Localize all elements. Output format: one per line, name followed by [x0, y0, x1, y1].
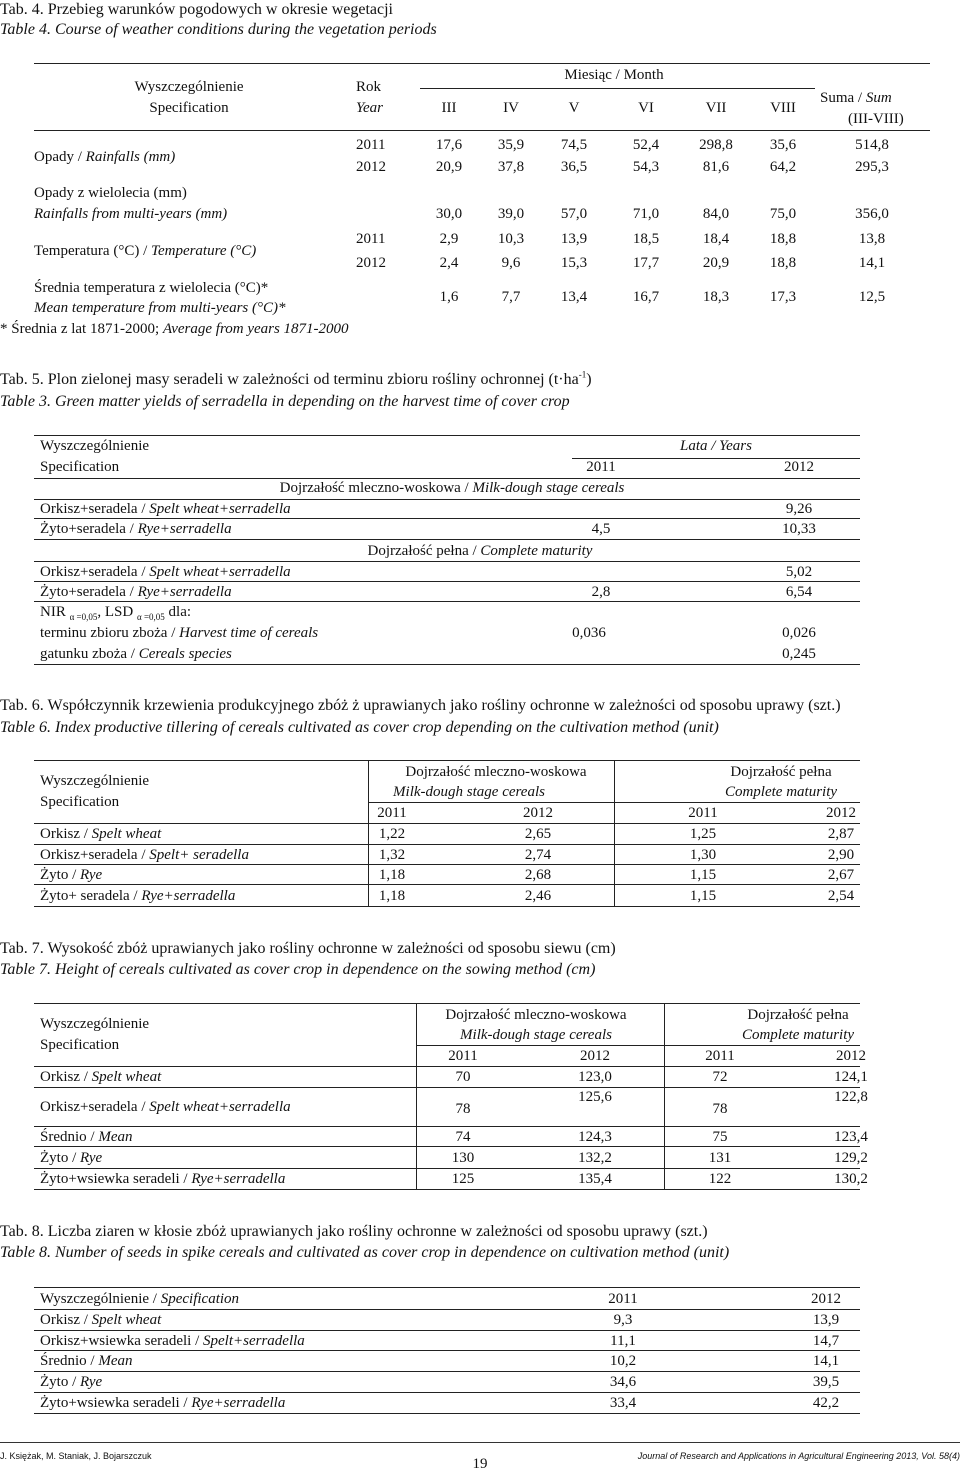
table-4-footnote — [0, 322, 349, 337]
value-cell: 12,5 — [858, 289, 886, 305]
value-cell: 2,65 — [524, 826, 552, 842]
section-pl: Dojrzałość pełna / — [367, 543, 481, 559]
header-spec — [40, 1292, 239, 1307]
rule — [34, 1003, 860, 1004]
row-label — [40, 585, 232, 600]
lsd-text: dla: — [164, 604, 192, 620]
label-en: Rye+serradella — [191, 1395, 286, 1411]
label-en: Spelt+serradella — [203, 1333, 305, 1349]
value-cell: 2,87 — [827, 826, 855, 842]
value-cell: 1,25 — [689, 826, 717, 842]
header-spec-en: Specification — [149, 100, 229, 116]
rule — [34, 1087, 860, 1088]
row-label — [40, 647, 232, 662]
label-pl: Żyto+seradela / — [40, 584, 138, 600]
value-cell: 131 — [708, 1150, 732, 1166]
label-pl: Żyto+seradela / — [40, 521, 138, 537]
section-header-full — [368, 544, 593, 559]
rule — [34, 581, 860, 582]
month-header: III — [441, 100, 457, 116]
row-label — [40, 848, 249, 863]
section-en: Complete maturity — [480, 543, 593, 559]
month-header: VIII — [770, 100, 796, 116]
lsd-sub: α =0,05 — [69, 612, 98, 622]
row-label — [40, 1151, 102, 1166]
header-spec-pl: Wyszczególnienie — [134, 79, 244, 95]
label-pl: Opady / — [34, 149, 86, 165]
value-cell: 124,1 — [834, 1069, 868, 1085]
table-8-caption-en: Table 8. Number of seeds in spike cereals and cultivated as cover crop in dependence on cultivation method (unit) — [0, 1244, 730, 1261]
row-label — [40, 565, 291, 580]
header-sum-range: (III-VIII) — [848, 111, 904, 127]
row-label — [40, 1396, 285, 1411]
header-year-pl: Rok — [356, 79, 382, 95]
month-header: IV — [503, 100, 519, 116]
value-cell: 74,5 — [560, 137, 588, 153]
value-cell: 17,6 — [435, 137, 463, 153]
value-cell: 35,6 — [769, 137, 797, 153]
header-sum — [820, 91, 892, 106]
row-label — [40, 1375, 102, 1390]
rule — [34, 823, 860, 824]
label-en: Rye+serradella — [137, 584, 232, 600]
year-cell: 2012 — [356, 159, 386, 175]
value-cell: 20,9 — [702, 255, 730, 271]
year-cell: 2011 — [356, 137, 386, 153]
row-label-temperature — [34, 244, 256, 259]
rule — [34, 1350, 860, 1351]
month-header: V — [568, 100, 580, 116]
value-cell: 132,2 — [578, 1150, 612, 1166]
rule — [34, 1330, 860, 1331]
value-cell: 2,90 — [827, 847, 855, 863]
row-label — [40, 522, 232, 537]
rule — [34, 539, 860, 540]
value-cell: 2,8 — [591, 584, 611, 600]
value-cell: 2,9 — [439, 231, 459, 247]
rule — [34, 1392, 860, 1393]
rule — [416, 1003, 417, 1189]
value-cell: 2,67 — [827, 867, 855, 883]
rule — [34, 864, 860, 865]
row-label — [40, 1172, 285, 1187]
value-cell: 13,9 — [560, 231, 588, 247]
value-cell: 514,8 — [855, 137, 889, 153]
row-label — [40, 626, 318, 641]
label-pl: Żyto+ seradela / — [40, 888, 142, 904]
header-full-en: Complete maturity — [724, 784, 838, 800]
year-header: 2012 — [836, 1048, 866, 1064]
value-cell: 78 — [712, 1101, 728, 1117]
rule — [34, 1189, 860, 1190]
header-spec-en: Specification — [40, 794, 120, 810]
header-years: Lata / Years — [680, 438, 752, 454]
header-spec-en: Specification — [160, 1291, 240, 1307]
label-pl: Orkisz+wsiewka seradeli / — [40, 1333, 203, 1349]
value-cell: 14,1 — [858, 255, 886, 271]
header-full-pl: Dojrzałość pełna — [747, 1007, 849, 1023]
rule — [34, 1413, 860, 1414]
footer-rule — [0, 1442, 960, 1443]
table-5-caption-en: Table 3. Green matter yields of serradella in depending on the harvest time of cover crop — [0, 393, 570, 410]
value-cell: 72 — [712, 1069, 728, 1085]
label-pl: Żyto+wsiewka seradeli / — [40, 1395, 192, 1411]
footnote-en: Average from years 1871-2000 — [162, 321, 349, 337]
header-sum-pl: Suma / — [820, 90, 866, 106]
label-en: Rye — [80, 867, 103, 883]
value-cell: 1,30 — [689, 847, 717, 863]
header-spec-pl: Wyszczególnienie — [40, 1016, 150, 1032]
label-en: Rye+serradella — [191, 1171, 286, 1187]
value-cell: 0,245 — [782, 646, 816, 662]
value-cell: 10,3 — [497, 231, 525, 247]
year-cell: 2012 — [356, 255, 386, 271]
label-en: Rainfalls (mm) — [85, 149, 176, 165]
value-cell: 125,6 — [578, 1089, 612, 1105]
value-cell: 1,6 — [439, 289, 459, 305]
value-cell: 122,8 — [834, 1089, 868, 1105]
value-cell: 1,15 — [689, 867, 717, 883]
row-label-multi-rain-en: Rainfalls from multi-years (mm) — [34, 206, 228, 222]
row-label-multi-rain-pl: Opady z wielolecia (mm) — [34, 185, 187, 201]
value-cell: 9,6 — [501, 255, 521, 271]
header-spec-pl: Wyszczególnienie — [40, 773, 150, 789]
year-header: 2011 — [448, 1048, 478, 1064]
rule — [416, 1045, 860, 1046]
rule — [34, 1168, 860, 1169]
header-full-pl: Dojrzałość pełna — [730, 764, 832, 780]
table-6-caption-pl: Tab. 6. Współczynnik krzewienia produkcyjnego zbóż ż uprawianych jako rośliny ochronne w zależności od sposobu uprawy (szt.) — [0, 697, 841, 714]
value-cell: 10,33 — [782, 521, 816, 537]
row-label-mean-temp-en: Mean temperature from multi-years (°C)* — [34, 300, 286, 316]
value-cell: 6,54 — [785, 584, 813, 600]
value-cell: 1,22 — [378, 826, 406, 842]
value-cell: 18,3 — [702, 289, 730, 305]
value-cell: 54,3 — [632, 159, 660, 175]
label-en: Spelt wheat — [91, 826, 162, 842]
value-cell: 356,0 — [855, 206, 889, 222]
table-6-caption-en: Table 6. Index productive tillering of cereals cultivated as cover crop depending on the cultivation method (unit) — [0, 719, 719, 736]
value-cell: 37,8 — [497, 159, 525, 175]
value-cell: 20,9 — [435, 159, 463, 175]
row-label — [40, 1130, 133, 1145]
value-cell: 34,6 — [609, 1374, 637, 1390]
year-header: 2011 — [688, 805, 718, 821]
year-header: 2011 — [377, 805, 407, 821]
value-cell: 14,1 — [812, 1353, 840, 1369]
row-label — [40, 1334, 305, 1349]
table-4-caption-en: Table 4. Course of weather conditions during the vegetation periods — [0, 21, 437, 38]
value-cell: 0,036 — [572, 625, 606, 641]
label-en: Mean — [98, 1353, 133, 1369]
value-cell: 39,5 — [812, 1374, 840, 1390]
row-label — [40, 1313, 161, 1328]
value-cell: 4,5 — [591, 521, 611, 537]
footer-journal: Journal of Research and Applications in Agricultural Engineering 2013, Vol. 58(4) — [637, 1451, 960, 1461]
value-cell: 57,0 — [560, 206, 588, 222]
row-label — [40, 1100, 291, 1115]
row-label — [40, 868, 102, 883]
value-cell: 1,15 — [689, 888, 717, 904]
value-cell: 295,3 — [855, 159, 889, 175]
header-milk-pl: Dojrzałość mleczno-woskowa — [445, 1007, 627, 1023]
rule — [34, 561, 860, 562]
value-cell: 5,02 — [785, 564, 813, 580]
value-cell: 17,7 — [632, 255, 660, 271]
table-4-caption-pl: Tab. 4. Przebieg warunków pogodowych w okresie wegetacji — [0, 1, 393, 18]
header-spec-pl: Wyszczególnienie / — [40, 1291, 161, 1307]
value-cell: 2,54 — [827, 888, 855, 904]
rule — [34, 63, 930, 64]
caption-end: ) — [586, 371, 592, 388]
label-pl: Orkisz+seradela / — [40, 1099, 150, 1115]
rule — [34, 664, 860, 665]
rule — [34, 906, 860, 907]
label-en: Cereals species — [138, 646, 232, 662]
value-cell: 33,4 — [609, 1395, 637, 1411]
value-cell: 75,0 — [769, 206, 797, 222]
lsd-sub: α =0,05 — [136, 612, 165, 622]
label-en: Spelt wheat+serradella — [149, 1099, 291, 1115]
label-en: Rye — [80, 1150, 103, 1166]
label-pl: Orkisz+seradela / — [40, 501, 150, 517]
value-cell: 1,18 — [378, 888, 406, 904]
value-cell: 2,4 — [439, 255, 459, 271]
year-header: 2011 — [705, 1048, 735, 1064]
label-pl: Orkisz+seradela / — [40, 564, 150, 580]
label-en: Mean — [98, 1129, 133, 1145]
value-cell: 124,3 — [578, 1129, 612, 1145]
table-7-caption-en: Table 7. Height of cereals cultivated as cover crop in dependence on the sowing method (cm) — [0, 961, 596, 978]
value-cell: 10,2 — [609, 1353, 637, 1369]
rule — [34, 499, 860, 500]
header-milk-pl: Dojrzałość mleczno-woskowa — [405, 764, 587, 780]
caption-sup: -1 — [578, 369, 587, 380]
value-cell: 18,4 — [702, 231, 730, 247]
header-full-en: Complete maturity — [741, 1027, 855, 1043]
value-cell: 13,9 — [812, 1312, 840, 1328]
section-header-milk — [280, 481, 625, 496]
header-sum-en: Sum — [865, 90, 892, 106]
row-label — [40, 889, 235, 904]
rule — [368, 760, 369, 906]
table-5-caption-pl — [0, 369, 592, 388]
page-number: 19 — [472, 1456, 488, 1472]
table-7-caption-pl: Tab. 7. Wysokość zbóż uprawianych jako rośliny ochronne w zależności od sposobu siewu (cm) — [0, 940, 616, 957]
rule — [34, 435, 860, 436]
year-header: 2012 — [784, 459, 814, 475]
label-pl: Średnio / — [40, 1353, 99, 1369]
month-header: VII — [705, 100, 727, 116]
label-pl: gatunku zboża / — [40, 646, 139, 662]
rule — [664, 1003, 665, 1189]
row-label — [40, 1070, 161, 1085]
label-pl: Orkisz / — [40, 1312, 92, 1328]
value-cell: 18,5 — [632, 231, 660, 247]
value-cell: 1,32 — [378, 847, 406, 863]
label-pl: Średnio / — [40, 1129, 99, 1145]
month-header: VI — [638, 100, 654, 116]
value-cell: 125 — [451, 1171, 475, 1187]
year-header: 2012 — [580, 1048, 610, 1064]
rule — [34, 601, 860, 602]
label-en: Spelt wheat — [91, 1069, 162, 1085]
value-cell: 64,2 — [769, 159, 797, 175]
section-en: Milk-dough stage cereals — [472, 480, 625, 496]
label-pl: Żyto / — [40, 1374, 80, 1390]
footer-authors: J. Księżak, M. Staniak, J. Bojarszczuk — [0, 1451, 152, 1461]
value-cell: 75 — [712, 1129, 728, 1145]
value-cell: 135,4 — [578, 1171, 612, 1187]
rule — [34, 1371, 860, 1372]
header-spec-pl: Wyszczególnienie — [40, 438, 150, 454]
value-cell: 14,7 — [812, 1333, 840, 1349]
value-cell: 298,8 — [699, 137, 733, 153]
value-cell: 129,2 — [834, 1150, 868, 1166]
year-header: 2011 — [586, 459, 616, 475]
value-cell: 2,68 — [524, 867, 552, 883]
rule — [34, 1309, 860, 1310]
label-en: Spelt wheat+serradella — [149, 564, 291, 580]
section-pl: Dojrzałość mleczno-woskowa / — [279, 480, 473, 496]
row-label — [40, 1354, 133, 1369]
row-label — [40, 827, 161, 842]
value-cell: 123,4 — [834, 1129, 868, 1145]
value-cell: 74 — [455, 1129, 471, 1145]
year-header: 2012 — [811, 1291, 841, 1307]
row-label-rainfalls — [34, 150, 175, 165]
header-spec-en: Specification — [40, 1037, 120, 1053]
rule — [34, 1066, 860, 1067]
label-en: Spelt wheat+serradella — [149, 501, 291, 517]
value-cell: 39,0 — [497, 206, 525, 222]
footnote-pl: * Średnia z lat 1871-2000; — [0, 321, 163, 337]
value-cell: 35,9 — [497, 137, 525, 153]
label-pl: Orkisz / — [40, 826, 92, 842]
label-pl: Orkisz+seradela / — [40, 847, 150, 863]
row-label — [40, 502, 291, 517]
header-milk-en: Milk-dough stage cereals — [393, 784, 545, 800]
value-cell: 0,026 — [782, 625, 816, 641]
label-en: Spelt wheat — [91, 1312, 162, 1328]
value-cell: 81,6 — [702, 159, 730, 175]
value-cell: 2,46 — [524, 888, 552, 904]
rule — [34, 518, 860, 519]
rule — [34, 760, 860, 761]
value-cell: 7,7 — [501, 289, 521, 305]
label-pl: Temperatura (°C) / — [34, 243, 151, 259]
lsd-text: , LSD — [97, 604, 137, 620]
label-pl: Żyto / — [40, 867, 80, 883]
rule — [614, 760, 615, 906]
lsd-label — [40, 605, 191, 620]
year-header: 2011 — [608, 1291, 638, 1307]
value-cell: 122 — [708, 1171, 732, 1187]
header-year-en: Year — [356, 100, 383, 116]
value-cell: 9,3 — [613, 1312, 633, 1328]
value-cell: 52,4 — [632, 137, 660, 153]
header-milk-en: Milk-dough stage cereals — [460, 1027, 612, 1043]
value-cell: 16,7 — [632, 289, 660, 305]
rule — [34, 844, 860, 845]
value-cell: 18,8 — [769, 231, 797, 247]
value-cell: 13,8 — [858, 231, 886, 247]
rule — [34, 1287, 860, 1288]
label-en: Spelt+ seradella — [149, 847, 249, 863]
value-cell: 130 — [451, 1150, 475, 1166]
header-spec-en: Specification — [40, 459, 120, 475]
label-pl: Żyto / — [40, 1150, 80, 1166]
rule — [34, 130, 930, 131]
caption-text: Tab. 5. Plon zielonej masy seradeli w zależności od terminu zbioru rośliny ochronnej (t·ha — [0, 371, 579, 388]
lsd-text: NIR — [40, 604, 70, 620]
label-en: Harvest time of cereals — [179, 625, 319, 641]
value-cell: 1,18 — [378, 867, 406, 883]
table-8-caption-pl: Tab. 8. Liczba ziaren w kłosie zbóż uprawianych jako rośliny ochronne w zależności od sposobu uprawy (szt.) — [0, 1223, 708, 1240]
value-cell: 9,26 — [785, 501, 813, 517]
year-cell: 2011 — [356, 231, 386, 247]
value-cell: 15,3 — [560, 255, 588, 271]
value-cell: 18,8 — [769, 255, 797, 271]
value-cell: 30,0 — [435, 206, 463, 222]
label-en: Rye+serradella — [137, 521, 232, 537]
rule — [420, 88, 815, 89]
year-header: 2012 — [523, 805, 553, 821]
value-cell: 36,5 — [560, 159, 588, 175]
rule — [34, 1146, 860, 1147]
value-cell: 130,2 — [834, 1171, 868, 1187]
rule — [34, 478, 860, 479]
label-pl: terminu zbioru zboża / — [40, 625, 180, 641]
value-cell: 11,1 — [610, 1333, 636, 1349]
label-pl: Orkisz / — [40, 1069, 92, 1085]
label-en: Rye+serradella — [141, 888, 236, 904]
label-en: Rye — [80, 1374, 103, 1390]
rule — [34, 1126, 860, 1127]
label-pl: Żyto+wsiewka seradeli / — [40, 1171, 192, 1187]
value-cell: 84,0 — [702, 206, 730, 222]
value-cell: 78 — [455, 1101, 471, 1117]
value-cell: 71,0 — [632, 206, 660, 222]
header-month: Miesiąc / Month — [564, 67, 664, 83]
value-cell: 70 — [455, 1069, 471, 1085]
value-cell: 42,2 — [812, 1395, 840, 1411]
value-cell: 123,0 — [578, 1069, 612, 1085]
value-cell: 13,4 — [560, 289, 588, 305]
row-label-mean-temp-pl: Średnia temperatura z wielolecia (°C)* — [34, 280, 269, 296]
value-cell: 17,3 — [769, 289, 797, 305]
rule — [34, 884, 860, 885]
value-cell: 2,74 — [524, 847, 552, 863]
label-en: Temperature (°C) — [150, 243, 257, 259]
year-header: 2012 — [826, 805, 856, 821]
